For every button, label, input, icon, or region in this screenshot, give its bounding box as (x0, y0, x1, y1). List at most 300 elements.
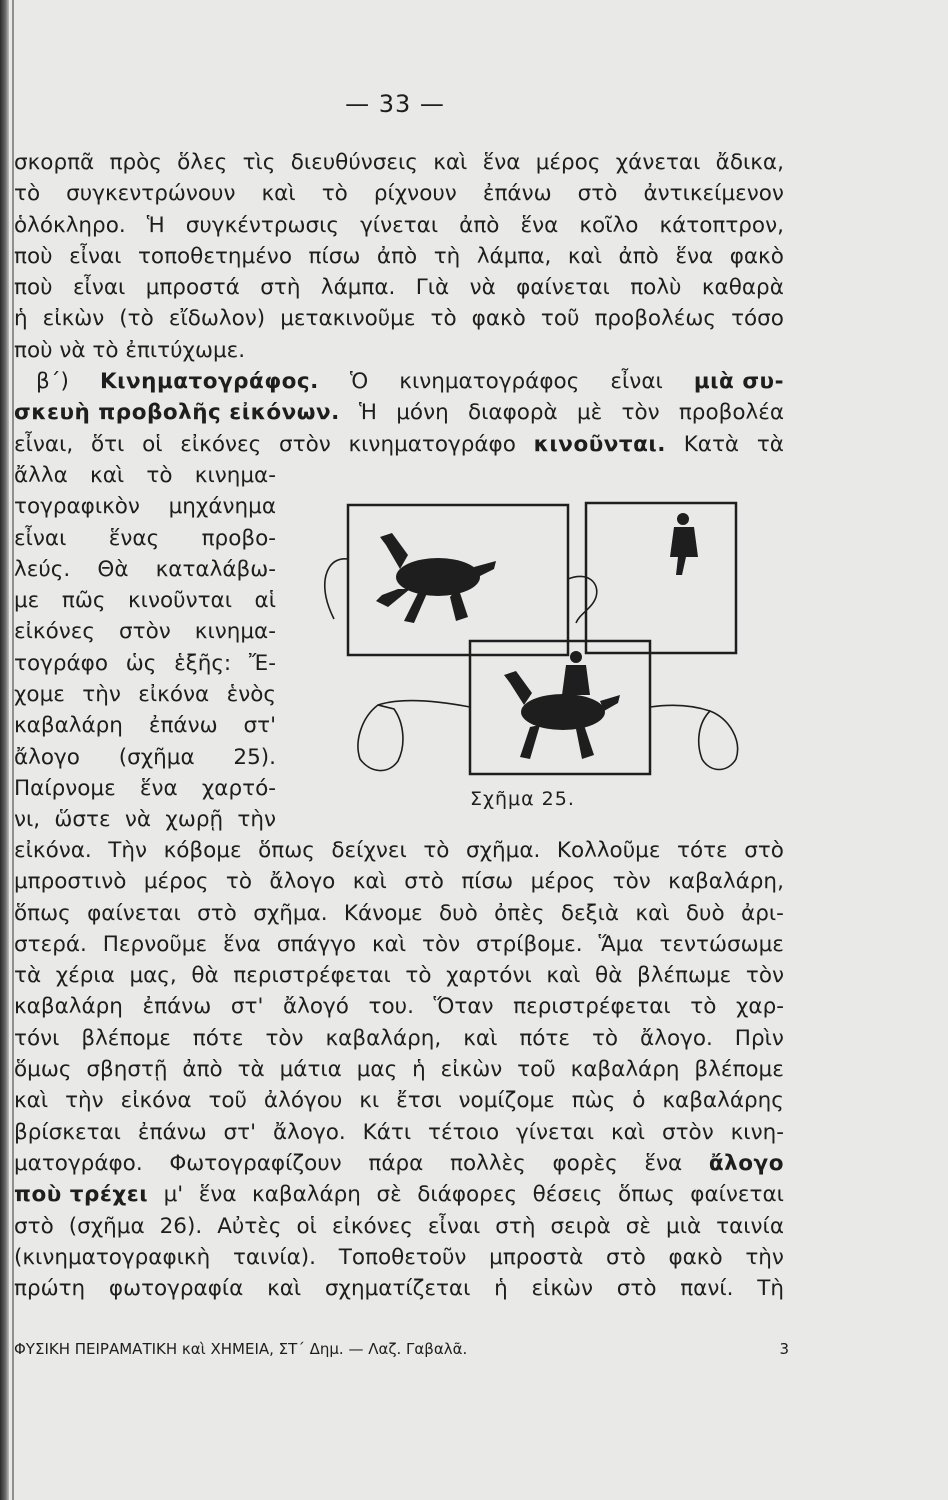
emphasis: κινοῦνται. (533, 431, 666, 457)
word: ταινία (716, 1213, 784, 1239)
word: ἐπάνω (148, 713, 218, 739)
text-line (14, 648, 276, 679)
word: τὸ (430, 306, 457, 332)
word: κι (359, 1088, 380, 1114)
word: κάτοπτρον, (659, 212, 784, 238)
word: μας (356, 1057, 398, 1083)
word: περιστρέφεται (233, 963, 391, 989)
word: ἄλλα (14, 463, 68, 488)
word: στὸ (404, 869, 444, 895)
word: πανί. (680, 1276, 734, 1302)
word: φαίνεται (516, 275, 610, 301)
word: τὰ (237, 1057, 265, 1083)
word: στὴ (260, 275, 301, 301)
word: τὸν (612, 869, 651, 895)
word: καὶ (14, 1088, 49, 1114)
word: τότε (677, 838, 728, 863)
word: ἀρι- (741, 900, 784, 926)
word: συγκέντρωσις (185, 212, 340, 238)
word: ἀπὸ (459, 212, 500, 238)
word: Περνοῦμε (102, 931, 208, 957)
word: Κάνομε (343, 900, 423, 926)
word: ἀπὸ (182, 1057, 223, 1083)
word: σὲ (376, 1182, 402, 1208)
word: συγκεντρώνουν (66, 181, 236, 207)
word: πῶς (61, 588, 106, 614)
word: τὸ (225, 869, 253, 895)
word: ἀπὸ (376, 243, 418, 269)
word: μας, (129, 963, 177, 989)
word: δυὸ (439, 900, 478, 926)
word: χαρ- (736, 994, 784, 1020)
horse-silhouette-icon (376, 533, 496, 623)
word: νὰ (124, 807, 152, 833)
word: πάρα (368, 1150, 424, 1176)
word: κοῖλο (579, 212, 639, 238)
word: τὴν (82, 682, 121, 708)
word: εἶναι (72, 275, 126, 301)
text-line (14, 742, 276, 773)
text-line (14, 554, 276, 585)
word: ὡς (125, 650, 157, 676)
word: σχηματίζεται (324, 1276, 471, 1302)
word: φαίνεται (87, 900, 181, 926)
word: τὶς (242, 150, 276, 175)
word: λάμπα. (320, 275, 396, 301)
figure-caption: Σχῆμα 25. (470, 788, 575, 810)
word: 25). (233, 744, 276, 770)
word: κινημα- (194, 619, 276, 645)
word: λεύς. (14, 556, 71, 582)
word: κινη- (730, 1119, 784, 1145)
word: ἑνὸς (226, 682, 276, 708)
word: μηχάνημα (168, 494, 276, 520)
page-footer (14, 1340, 789, 1358)
section-heading-line: β΄) Κινηματογράφος. Ὁ κινηματογράφος εἶναι μιὰ συ- (14, 366, 784, 397)
text-line (14, 929, 784, 960)
word: βλέπομε (694, 1057, 784, 1083)
word: ἐπάνω (142, 994, 212, 1020)
word: στ' (243, 713, 276, 739)
word: Θὰ (97, 556, 129, 582)
word: καθαρὰ (701, 275, 784, 301)
rider-silhouette-icon (670, 513, 698, 575)
word: καὶ (635, 900, 670, 926)
word: καβαλάρη (14, 713, 123, 739)
word: στὸ (744, 838, 784, 863)
word: κινοῦνται (128, 588, 232, 614)
word: σκορπᾶ (14, 150, 95, 175)
word: καβαλάρη (252, 1182, 361, 1208)
word: στὸ (577, 181, 618, 207)
word: τὸ (405, 963, 432, 989)
word: εἰκὼν (42, 306, 105, 332)
word: ἐπάνω (482, 181, 552, 207)
word: γίνεται (360, 212, 439, 238)
word: στὴ (495, 1213, 536, 1239)
text-line (14, 679, 276, 710)
text-line (14, 1211, 784, 1242)
word: εἶναι (427, 1213, 481, 1239)
word: (σχῆμα (118, 744, 195, 770)
word: καβαλάρης (662, 1088, 784, 1114)
page-edge (0, 0, 14, 1500)
word: τὴ (433, 243, 461, 269)
horse-with-rider-icon (504, 651, 620, 759)
word: τογράφο (14, 650, 108, 676)
text-line (14, 898, 784, 929)
word: θὰ (595, 963, 623, 989)
word: καὶ (352, 869, 387, 895)
text-line (14, 804, 276, 835)
word: ὅπως (258, 838, 315, 863)
word: ἀπὸ (618, 243, 659, 269)
word: ἄλογο. (640, 1025, 713, 1051)
word: ὅπως (618, 1182, 675, 1208)
word: προβολέως (594, 306, 717, 332)
word: σχῆμα. (253, 900, 328, 926)
footer-signature-number: 3 (779, 1340, 789, 1358)
word: ὀπὲς (494, 900, 545, 926)
word: πρώτη (14, 1276, 86, 1302)
text-line (14, 1117, 784, 1148)
word: καβαλάρη, (668, 869, 784, 895)
word: καὶ (463, 1025, 498, 1051)
word: φαίνεται (690, 1182, 784, 1208)
word: μέρος (530, 869, 596, 895)
word: ἡ (412, 1057, 426, 1083)
section-title: Κινηματογράφος. (99, 369, 319, 395)
text-line (14, 241, 784, 272)
word: στ' (230, 994, 264, 1020)
text-line: σκευὴ προβολῆς εἰκόνων. Ἡ μόνη διαφορὰ μὲ τὸν προβολέα (14, 397, 784, 428)
word: μιὰ (666, 1213, 702, 1239)
paragraph-top (14, 147, 784, 460)
word: κινημα- (194, 463, 276, 488)
text-line (14, 1148, 784, 1179)
word: καβαλάρη (570, 1057, 680, 1083)
word: εἶναι (14, 525, 67, 551)
word: ἕνα (198, 1182, 237, 1208)
text-line (14, 585, 276, 616)
word: ἕνα (644, 1150, 683, 1176)
word: στρίβομε. (476, 931, 583, 957)
word: εἰκὼν (531, 1276, 594, 1302)
word: ἡ (494, 1276, 508, 1302)
word: 26). (159, 1213, 203, 1239)
word: καὶ (433, 150, 468, 175)
word: Τὴν (108, 838, 148, 863)
word: του. (368, 994, 414, 1020)
emphasis: ἄλογο (708, 1150, 784, 1176)
word: τοῦ (208, 1088, 247, 1114)
word: κόβομε (163, 838, 242, 863)
word: στ' (223, 1119, 257, 1145)
word: τόνι (14, 1025, 60, 1051)
word: τοῦ (540, 306, 580, 332)
word: χαρτό- (201, 775, 276, 801)
word: πρὸς (109, 150, 162, 175)
word: τοποθετημένο (137, 243, 292, 269)
word: Τὴ (757, 1276, 784, 1302)
word: Πρὶν (734, 1025, 784, 1051)
text-line (14, 835, 784, 866)
word: τόσο (731, 306, 784, 332)
word: φορὲς (552, 1150, 618, 1176)
text-line: εἶναι, ὅτι οἱ εἰκόνες στὸν κινηματογράφο κινοῦνται. Κατὰ τὰ (14, 429, 784, 460)
word: νὰ (469, 275, 496, 301)
word: τοῦ (517, 1057, 556, 1083)
word: φακὸ (668, 1244, 723, 1270)
word: (σχῆμα (68, 1213, 145, 1239)
word: χωρῇ (165, 807, 224, 833)
word: τὸ (146, 463, 173, 488)
word: διάφορες (417, 1182, 518, 1208)
word: ἡ (14, 306, 28, 332)
word: ἐπάνω (137, 1119, 207, 1145)
right-hand-icon (699, 711, 738, 770)
word: Κάτι (362, 1119, 412, 1145)
word: φακὸ (471, 306, 526, 332)
word: πότε (519, 1025, 570, 1051)
word: καβαλάρη (14, 994, 123, 1020)
word: εἶναι (69, 243, 122, 269)
word: ἀλόγου (263, 1088, 343, 1114)
word: καὶ (546, 963, 581, 989)
word: σὲ (625, 1213, 652, 1239)
word: ποὺ (14, 275, 53, 301)
word: εἰκόνες (14, 619, 95, 645)
word: γίνεται (516, 1119, 595, 1145)
word: τὸ (690, 994, 717, 1020)
text-line (14, 710, 276, 741)
page-number: — 33 — (345, 90, 445, 118)
word: Φωτογραφίζουν (169, 1150, 342, 1176)
word: Κολλοῦμε (556, 838, 661, 863)
text-line: ποὺ νὰ τὸ ἐπιτύχωμε. (14, 337, 246, 363)
word: ἕνα (223, 931, 261, 957)
word: εἴδωλον) (168, 306, 266, 332)
word: δυὸ (685, 900, 725, 926)
text-line (14, 210, 784, 241)
paragraph-bottom (14, 835, 784, 1304)
word: στὸ (197, 900, 237, 926)
word: μάτια (279, 1057, 342, 1083)
word: τὸ (423, 838, 450, 863)
word: (τὸ (119, 306, 154, 332)
word: σπάγγο (276, 931, 357, 957)
emphasis: σκευὴ προβολῆς εἰκόνων. (14, 400, 340, 426)
word: βλέπομε (81, 1025, 171, 1051)
paragraph-beside-figure (14, 460, 276, 836)
word: αἱ (254, 588, 276, 614)
text-line (14, 991, 784, 1022)
word: Παίρνομε (14, 775, 116, 801)
card-back-rider (586, 503, 736, 653)
word: σχῆμα. (465, 838, 541, 863)
word: φακὸ (729, 243, 784, 269)
word: πίσω (461, 869, 514, 895)
word: Γιὰ (415, 275, 450, 301)
word: τὴν (65, 1088, 104, 1114)
text-line (14, 460, 276, 491)
word: ποὺ (14, 243, 53, 269)
word: στὸν (661, 1119, 714, 1145)
word: ἄλογο (14, 744, 80, 770)
word: τὸ (321, 181, 348, 207)
word: νι, (14, 807, 41, 833)
word: καὶ (90, 463, 125, 488)
word: προβο- (201, 525, 276, 551)
word: στὸ (616, 1276, 657, 1302)
word: θέσεις (532, 1182, 603, 1208)
word: ρίχνουν (373, 181, 457, 207)
word: φωτογραφία (108, 1276, 244, 1302)
word: στὸν (119, 619, 171, 645)
word: ἕνα (482, 150, 521, 175)
word: μ' (163, 1182, 184, 1208)
text-line (14, 1054, 784, 1085)
word: μπροστὰ (489, 1244, 584, 1270)
text-line (14, 616, 276, 647)
word: καβαλάρη, (325, 1025, 442, 1051)
word: διευθύνσεις (290, 150, 418, 175)
word: τέτοιο (428, 1119, 500, 1145)
word: ἕνας (108, 525, 160, 551)
word: ἄλογό (283, 994, 349, 1020)
text-line (14, 147, 784, 178)
text-line (14, 1085, 784, 1116)
text-line (14, 773, 276, 804)
word: ὅμως (14, 1057, 72, 1083)
word: ἕνα (139, 775, 178, 801)
text-line (14, 272, 784, 303)
word: ἄλογο. (272, 1119, 346, 1145)
word: Τοποθετοῦν (338, 1244, 467, 1270)
text-line (14, 491, 276, 522)
word: ὥστε (54, 807, 111, 833)
word: τὸν (745, 963, 784, 989)
word: περιστρέφεται (513, 994, 671, 1020)
word: εἰκόνα. (14, 838, 92, 863)
word: ὁλόκληρο. (14, 212, 126, 238)
word: τὸν (265, 1025, 304, 1051)
word: καὶ (610, 1119, 646, 1145)
word: Ἡ (146, 212, 165, 238)
word: σβηστῇ (86, 1057, 168, 1083)
word: ὅλες (177, 150, 228, 175)
word: εἰκὼν (440, 1057, 503, 1083)
text-line (14, 523, 276, 554)
word: καὶ (567, 243, 603, 269)
word: χομε (14, 682, 65, 708)
word: ταινία). (232, 1244, 317, 1270)
word: δεξιὰ (560, 900, 620, 926)
word: ἕνα (520, 212, 559, 238)
word: λάμπα, (476, 243, 552, 269)
word: καὶ (261, 181, 296, 207)
text-line (14, 1273, 784, 1304)
word: τογραφικὸν (14, 494, 140, 520)
footer-book-title: ΦΥΣΙΚΗ ΠΕΙΡΑΜΑΤΙΚΗ καὶ ΧΗΜΕΙΑ, ΣΤ΄ Δημ. — Λαζ. Γαβαλᾶ. (14, 1340, 468, 1358)
word: ὁ (632, 1088, 646, 1114)
word: πολὺ (630, 275, 682, 301)
word: εἰκόνα (138, 682, 210, 708)
word: στερά. (14, 931, 87, 957)
word: ἕνα (675, 243, 714, 269)
word: τὴν (745, 1244, 784, 1270)
word: τὰ (14, 963, 42, 989)
left-hand-icon (358, 705, 403, 771)
text-line (14, 1242, 784, 1273)
word: καταλάβω- (155, 556, 276, 582)
word: ματογράφο. (14, 1150, 143, 1176)
word: εἰκόνα (120, 1088, 192, 1114)
word: σειρὰ (550, 1213, 611, 1239)
text-line (14, 178, 784, 209)
figure-25-rotating-card (318, 497, 788, 797)
word: εἰκόνες (331, 1213, 413, 1239)
word: νομίζομε (458, 1088, 555, 1114)
emphasis: ποὺ τρέχει (14, 1182, 149, 1208)
word: ἄλογο (269, 869, 336, 895)
word: τὸ (591, 1025, 619, 1051)
word: ἔτσι (396, 1088, 442, 1114)
word: χέρια (55, 963, 115, 989)
word: Ἅμα (598, 931, 644, 957)
word: βλέπωμε (636, 963, 732, 989)
word: χαρτόνι (446, 963, 532, 989)
text-line (14, 866, 784, 897)
word: τὸ (14, 181, 41, 207)
word: στὸ (606, 1244, 646, 1270)
text-line (14, 303, 784, 334)
word: ἑξῆς: (174, 650, 232, 676)
text-line (14, 1023, 784, 1054)
word: Αὐτὲς (217, 1213, 282, 1239)
word: Ὅταν (433, 994, 494, 1020)
word: τὴν (237, 807, 276, 833)
word: ἄδικα, (715, 150, 784, 175)
word: πὼς (571, 1088, 616, 1114)
word: τεντώσωμε (659, 931, 784, 957)
word: στὸ (14, 1213, 54, 1239)
word: μέρος (143, 869, 209, 895)
word: χάνεται (615, 150, 701, 175)
word: θὰ (191, 963, 219, 989)
word: μπροστινὸ (14, 869, 127, 895)
word: μετακινοῦμε (280, 306, 416, 332)
word: (κινηματογραφικὴ (14, 1244, 211, 1270)
word: Ἔ- (248, 650, 276, 676)
word: τὸν (422, 931, 461, 957)
word: πολλὲς (450, 1150, 526, 1176)
word: μέρος (535, 150, 601, 175)
word: μπροστά (145, 275, 240, 301)
word: δείχνει (331, 838, 407, 863)
word: πίσω (308, 243, 361, 269)
word: οἱ (296, 1213, 317, 1239)
text-line (14, 960, 784, 991)
text-line (14, 1179, 784, 1210)
word: με (14, 588, 40, 614)
word: καὶ (267, 1276, 302, 1302)
word: πότε (192, 1025, 244, 1051)
word: καὶ (372, 931, 407, 957)
word: ἀντικείμενον (643, 181, 784, 207)
word: ὅπως (14, 900, 71, 926)
word: βρίσκεται (14, 1119, 121, 1145)
